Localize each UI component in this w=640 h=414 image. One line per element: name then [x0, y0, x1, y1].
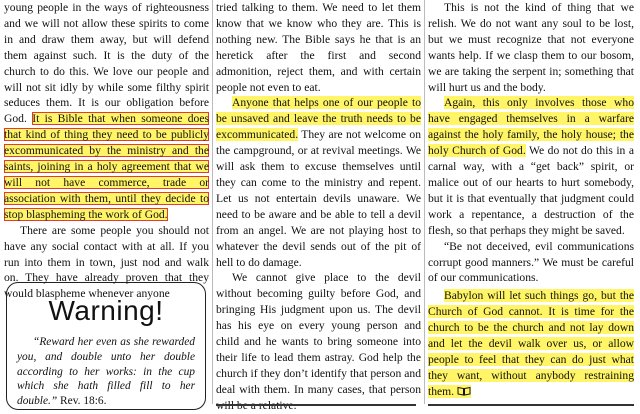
warning-quote-text: “Reward her even as she rewarded you, and double unto her double according to her works: in the cup which she hath filled fill to her double.” [17, 336, 195, 408]
paragraph-4-text: They are not welcome on the campground, or at revival meetings. We will ask them to excuse themselves until they can come to the ministry and repent. Let us not entertain devils unaware. We need to be aware and be able to tell a devil from an angel. We are not playing host to whatever the devil sends out of the pit of hell to do damage. [216, 128, 421, 269]
highlighted-passage-unsaved: Anyone that helps one of our people to be unsaved and leave the truth needs to be excommunicated. [216, 96, 421, 142]
paragraph-9 [428, 288, 634, 399]
paragraph-7-text: We do not do this in a carnal way, with a “get back” spirit, or malice out of our hearts to hurt somebody, but it is that eventually that judgment could work a repentance, a destruction of the flesh, so that perhaps they might be saved. [428, 144, 634, 237]
paragraph-7 [428, 95, 634, 238]
warning-title: Warning! [48, 295, 164, 326]
highlighted-passage-excommunication: It is Bible that when someone does that kind of thing they need to be publicly excommunicated by the ministry and the saints, joining in a holy agreement that we will not have commerce, trade or association with them, until they decide to stop blaspheming the work of God. [4, 112, 209, 221]
paragraph-6: This is not the kind of thing that we relish. We do not want any soul to be lost, but we must recognize that not everyone wants help. If we clasp them to our bosom, we are taking the serpent in; something that will hurt us and the body. [428, 1, 634, 94]
paragraph-1-text: young people in the ways of righteousness and we will not allow these spirits to come in and draw them away, but will defend them against such. It is the duty of the church to do this. We love our people and will not sit idly by while some filthy spirit seduces them. It is our obligation before God. [4, 1, 209, 126]
warning-quote [17, 335, 195, 409]
paragraph-5: We cannot give place to the devil without becoming guilty before God, and bringing His judgment upon us. The devil has his eye on every young person and child and he wants to bring someone into their life to lead them astray. God help the church if they don’t identify that person and deal with them. In many cases, that person [216, 271, 421, 396]
open-book-icon [457, 386, 471, 396]
paragraph-2: There are some people you should not have any social contact with at all. If you run into them in town, just nod and walk on. They have already proven that they would blaspheme whenever anyone [4, 223, 209, 301]
paragraph-1 [4, 0, 209, 223]
highlighted-passage-babylon: Babylon will let such things go, but the Church of God cannot. It is time for the church to be the church and not lay down and let the devil walk over us, or allow people to feel that they can do just what they want, without anybody restraining them. [428, 289, 634, 398]
warning-box [6, 282, 206, 410]
bottom-rule-col3 [428, 404, 634, 406]
paragraph-8: “Be not deceived, evil communications corrupt good manners.” We must be careful of our communications. [428, 239, 634, 285]
column-3 [428, 0, 634, 400]
column-2 [216, 0, 421, 414]
column-divider-2 [424, 0, 425, 404]
highlighted-passage-holy-family: Again, this only involves those who have engaged themselves in a warfare against the holy family, the holy house; the holy Church of God. [428, 96, 634, 158]
column-divider-1 [212, 0, 213, 404]
column-1 [4, 0, 209, 302]
paragraph-3: tried talking to them. We need to let them know that we know who they are. This is nothing new. The Bible says he that is an heretick after the first and second admonition, reject them, and with certain people not even to eat. [216, 1, 421, 94]
warning-quote-reference: Rev. 18:6. [60, 395, 107, 408]
bottom-rule-col2 [216, 404, 416, 406]
paragraph-4 [216, 95, 421, 270]
